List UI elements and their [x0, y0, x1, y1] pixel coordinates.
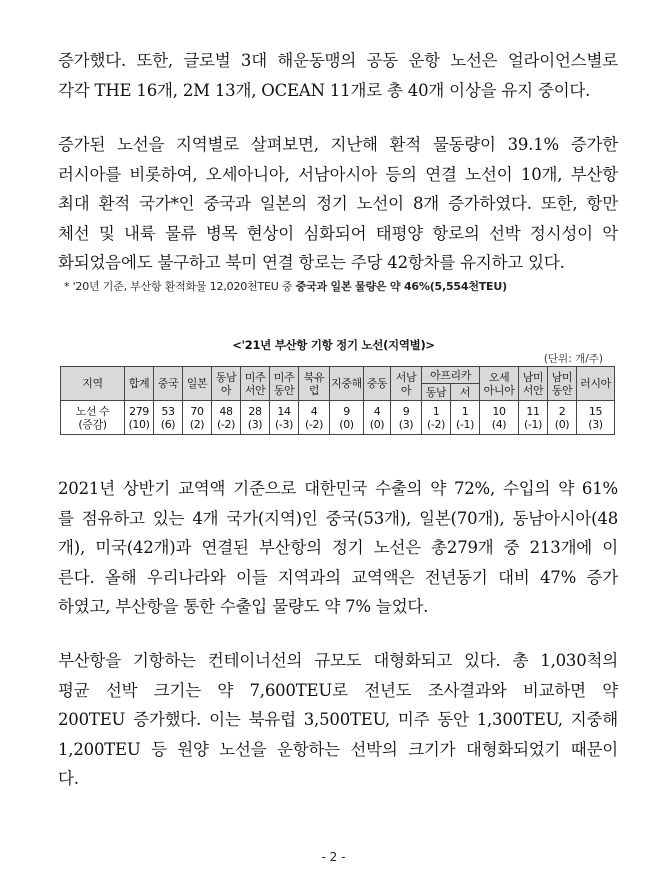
data-cell [451, 401, 480, 435]
route-count: 9 [402, 404, 410, 418]
footnote-bold-text: 중국과 일본 물량은 약 46%(5,554천TEU) [295, 280, 507, 293]
header-cell: 서남아 [391, 367, 422, 401]
paragraph-line: 증가했다. 또한, 글로벌 3대 해운동맹의 공동 운항 노선은 얼라이언스별로 [58, 51, 618, 70]
route-change: (-2) [217, 417, 235, 431]
route-count: 9 [343, 404, 350, 418]
paragraph-line: 최대 환적 국가*인 중국과 일본의 정기 노선이 8개 증가하였다. 또한, 항만 [58, 194, 618, 213]
route-count: 4 [310, 404, 318, 418]
paragraph-3 [58, 474, 618, 622]
route-count: 70 [190, 404, 204, 418]
route-change: (3) [398, 417, 414, 431]
paragraph-1 [58, 46, 618, 105]
route-count: 4 [373, 404, 381, 418]
route-change: (0) [554, 417, 570, 431]
data-cell [577, 401, 615, 435]
route-count: 48 [219, 404, 233, 418]
route-count: 11 [526, 404, 540, 418]
header-cell: 중국 [154, 367, 183, 401]
row-label-text: 노선 수 [75, 404, 110, 418]
data-cell [391, 401, 422, 435]
header-cell: 러시아 [577, 367, 615, 401]
paragraph-line: 평균 선박 크기는 약 7,600TEU로 전년도 조사결과와 비교하면 약 [58, 680, 618, 700]
data-cell [364, 401, 391, 435]
row-label-text: (증감) [78, 417, 107, 431]
route-change: (0) [369, 417, 385, 431]
paragraph-line: 다. [58, 769, 79, 788]
header-cell: 미주 동안 [270, 367, 299, 401]
route-count: 1 [461, 404, 469, 418]
paragraph-line: 200TEU 증가했다. 이는 북유럽 3,500TEU, 미주 동안 1,300TEU, 지중해 [58, 710, 618, 729]
route-change: (10) [128, 417, 150, 431]
paragraph-line: 러시아를 비롯하여, 오세아니아, 서남아시아 등의 연결 노선이 10개, 부산항 [58, 164, 618, 184]
header-cell: 미주 서안 [241, 367, 270, 401]
data-cell [241, 401, 270, 435]
header-cell: 서 [451, 384, 480, 401]
paragraph-line: 화되었음에도 불구하고 북미 연결 항로는 주당 42항차를 유지하고 있다. [58, 253, 565, 272]
data-cell [519, 401, 548, 435]
header-cell: 합계 [125, 367, 154, 401]
table-unit: (단위: 개/주) [543, 353, 603, 365]
route-change: (6) [160, 417, 176, 431]
header-cell: 동남 [422, 384, 451, 401]
route-change: (3) [247, 417, 263, 431]
route-count: 53 [161, 404, 175, 418]
data-cell [548, 401, 577, 435]
paragraph-2 [58, 130, 618, 278]
header-cell: 지중해 [330, 367, 364, 401]
paragraph-line: 2021년 상반기 교역액 기준으로 대한민국 수출의 약 72%, 수입의 약 61% [58, 479, 618, 498]
route-count: 279 [129, 404, 149, 418]
route-count: 2 [558, 404, 566, 418]
route-change: (-3) [275, 417, 293, 431]
paragraph-line: 를 점유하고 있는 4개 국가(지역)인 중국(53개), 일본(70개), 동남아시아(48 [58, 508, 618, 528]
paragraph-line: 개), 미국(42개)과 연결된 부산항의 정기 노선은 총279개 중 213개에 이 [58, 538, 618, 557]
data-cell [330, 401, 364, 435]
data-cell [299, 401, 330, 435]
paragraph-line: 증가된 노선을 지역별로 살펴보면, 지난해 환적 물동량이 39.1% 증가한 [58, 135, 618, 154]
route-count: 28 [248, 404, 262, 418]
paragraph-4 [58, 646, 618, 794]
route-change: (-2) [305, 417, 323, 431]
route-count: 15 [588, 404, 603, 418]
route-table [60, 366, 615, 435]
table-title: <'21년 부산항 기항 정기 노선(지역별)> [232, 338, 435, 352]
page-number: - 2 - [321, 850, 346, 864]
header-cell-africa: 아프리카 [422, 367, 480, 384]
paragraph-line: 각각 THE 16개, 2M 13개, OCEAN 11개로 총 40개 이상을 유지 중이다. [58, 80, 591, 100]
header-cell: 남미 동안 [548, 367, 577, 401]
route-count: 14 [277, 404, 291, 418]
route-change: (0) [339, 417, 354, 431]
route-count: 1 [432, 404, 440, 418]
header-cell: 오세 아니아 [480, 367, 519, 401]
data-cell [154, 401, 183, 435]
route-count: 10 [492, 404, 506, 418]
route-change: (-1) [524, 417, 542, 431]
data-cell [270, 401, 299, 435]
data-cell [422, 401, 451, 435]
route-change: (-1) [456, 417, 474, 431]
route-change: (-2) [427, 417, 445, 431]
header-cell-region: 지역 [61, 367, 125, 401]
footnote-text: * '20년 기준, 부산항 환적화물 12,020천TEU 중 [64, 280, 296, 293]
table-header-row [61, 367, 615, 384]
row-label-cell [61, 401, 125, 435]
paragraph-line: 1,200TEU 등 원양 노선을 운항하는 선박의 크기가 대형화되었기 때문이 [58, 739, 618, 759]
header-cell: 남미 서안 [519, 367, 548, 401]
header-cell: 북유럽 [299, 367, 330, 401]
header-cell: 동남아 [212, 367, 241, 401]
route-change: (3) [588, 417, 603, 431]
header-cell: 중동 [364, 367, 391, 401]
paragraph-line: 하였고, 부산항을 통한 수출입 물량도 약 7% 늘었다. [58, 597, 429, 616]
footnote [64, 278, 624, 294]
data-cell [480, 401, 519, 435]
paragraph-line: 른다. 올해 우리나라와 이들 지역과의 교역액은 전년동기 대비 47% 증가 [58, 567, 618, 587]
route-change: (2) [189, 417, 205, 431]
data-cell [183, 401, 212, 435]
header-cell: 일본 [183, 367, 212, 401]
table-row [61, 401, 615, 435]
route-change: (4) [491, 417, 507, 431]
data-cell [212, 401, 241, 435]
data-cell [125, 401, 154, 435]
paragraph-line: 부산항을 기항하는 컨테이너선의 규모도 대형화되고 있다. 총 1,030척의 [58, 651, 618, 670]
paragraph-line: 체선 및 내륙 물류 병목 현상이 심화되어 태평양 항로의 선박 정시성이 악 [58, 223, 618, 243]
